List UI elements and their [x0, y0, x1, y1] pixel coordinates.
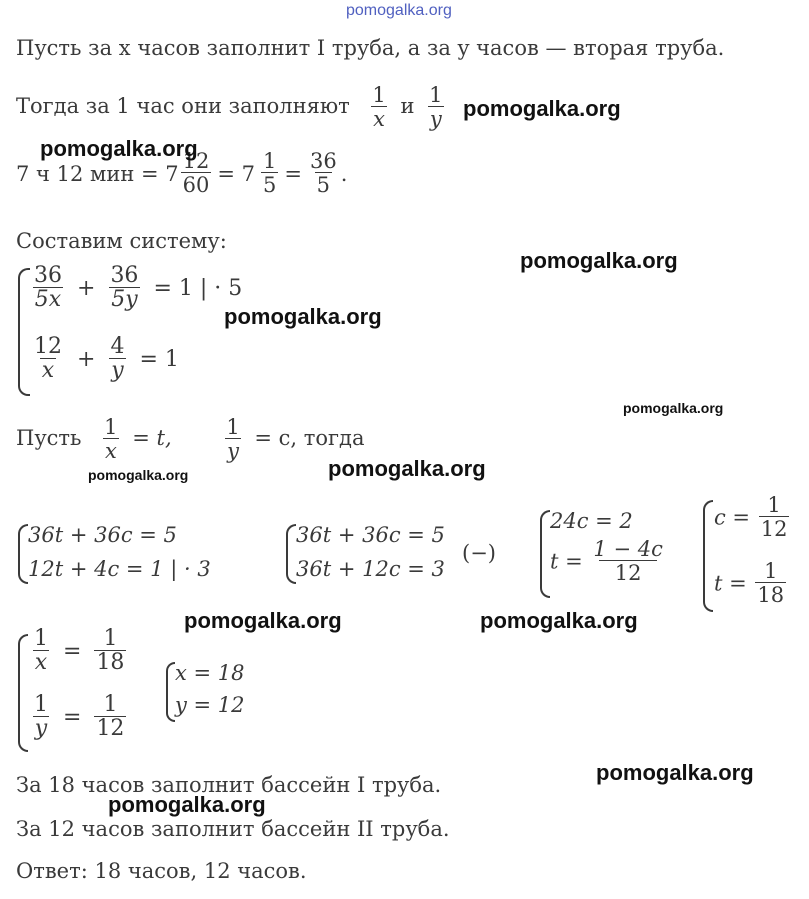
denominator: 60 [182, 173, 210, 197]
fraction-36-5x [32, 265, 64, 312]
let-lead: Пусть [16, 426, 82, 450]
denominator: y [111, 358, 124, 383]
denominator: y [429, 107, 442, 131]
denominator: 18 [757, 583, 785, 607]
denominator: y [227, 439, 239, 463]
system-brace [18, 634, 28, 752]
denominator: 12 [599, 560, 658, 585]
watermark: pomogalka.org [108, 792, 266, 817]
system5-row1 [714, 494, 791, 541]
numerator: 36 [110, 263, 139, 288]
numerator: 12 [182, 149, 210, 173]
denominator: x [41, 358, 55, 383]
system4-row2 [550, 538, 667, 585]
denominator: x [104, 439, 117, 463]
fraction-1-18 [755, 560, 786, 607]
numerator: 12 [34, 334, 62, 359]
fraction-4-y [108, 336, 126, 383]
system-brace [540, 510, 550, 598]
numerator: 36 [310, 149, 337, 173]
denominator: 5 [316, 173, 331, 197]
numerator: 4 [110, 334, 125, 359]
numerator: 1 [103, 692, 118, 717]
watermark: pomogalka.org [224, 304, 382, 329]
numerator: 1 − 4c [593, 537, 663, 561]
watermark: pomogalka.org [88, 467, 189, 483]
numerator: 1 [372, 83, 386, 107]
row-tail: = 1 [139, 346, 179, 372]
fraction-1-4c-12 [591, 538, 664, 585]
denominator: x [34, 650, 48, 675]
numerator: 1 [103, 626, 118, 651]
system-brace [18, 524, 28, 584]
system3-row1: 36t + 36c = 5 [296, 523, 445, 547]
system1-row1 [30, 265, 242, 312]
equals-c: = c, тогда [254, 426, 365, 450]
fraction-12-x [32, 336, 64, 383]
watermark: pomogalka.org [40, 136, 198, 161]
compose-heading: Составим систему: [16, 229, 227, 253]
system7-row2: y = 12 [175, 693, 245, 717]
watermark: pomogalka.org [596, 760, 754, 785]
numerator: 1 [34, 626, 48, 651]
watermark: pomogalka.org [520, 248, 678, 273]
plus-sign: + [77, 275, 96, 301]
fraction-1-over-y [427, 84, 444, 131]
subtract-op: (−) [462, 541, 496, 565]
watermark: pomogalka.org [184, 608, 342, 633]
result-pipe-1: За 18 часов заполнит бассейн I труба. [16, 773, 442, 797]
watermark: pomogalka.org [463, 96, 621, 121]
equals-t: = t, [132, 426, 172, 450]
conv-eq2: = [284, 161, 302, 186]
denominator: x [373, 107, 386, 131]
fraction-1-over-x [32, 628, 50, 675]
numerator: 36 [34, 263, 62, 288]
numerator: 1 [429, 83, 443, 107]
system5-row2 [714, 560, 788, 607]
denominator: 5 [263, 173, 277, 197]
conv-lead: 7 ч 12 мин = 7 [16, 161, 179, 186]
watermark: pomogalka.org [480, 608, 638, 633]
fraction-1-5 [261, 150, 278, 197]
row-lead: c = [714, 505, 751, 530]
fraction-1-18 [94, 628, 126, 675]
plus-sign: + [77, 346, 96, 372]
intro-line: Пусть за x часов заполнит I труба, а за y часов — вторая труба. [16, 36, 725, 60]
fraction-1-over-x [370, 84, 387, 131]
denominator: 5x [34, 287, 62, 312]
system-brace [166, 662, 175, 722]
fraction-1-over-y [32, 694, 50, 741]
system-brace [18, 268, 30, 396]
system7-row1: x = 18 [175, 661, 245, 685]
rate-line [16, 84, 447, 131]
system2-row1: 36t + 36c = 5 [28, 523, 177, 547]
denominator: 12 [96, 716, 125, 741]
top-watermark: pomogalka.org [346, 2, 452, 19]
substitution-line [16, 416, 364, 463]
row-lead: t = [714, 571, 747, 596]
system6-row2 [30, 694, 128, 741]
numerator: 1 [263, 149, 277, 173]
numerator: 1 [764, 559, 778, 583]
system1-row2 [30, 336, 179, 383]
watermark: pomogalka.org [328, 456, 486, 481]
system3-row2: 36t + 12c = 3 [296, 557, 445, 581]
row-tail: = 1 | · 5 [153, 275, 243, 301]
conv-dot: . [340, 161, 348, 186]
denominator: y [34, 716, 48, 741]
fraction-1-over-y [224, 416, 241, 463]
result-pipe-2: За 12 часов заполнит бассейн II труба. [16, 817, 450, 841]
equals-sign: = [63, 638, 82, 664]
rate-text: Тогда за 1 час они заполняют [16, 94, 350, 118]
denominator: 18 [96, 650, 125, 675]
numerator: 1 [226, 415, 240, 439]
fraction-1-over-x [102, 416, 119, 463]
fraction-1-12 [94, 694, 126, 741]
system-brace [703, 500, 713, 612]
equals-sign: = [63, 704, 82, 730]
numerator: 1 [34, 692, 48, 717]
watermark: pomogalka.org [623, 400, 724, 416]
system4-row1: 24c = 2 [550, 509, 633, 533]
denominator: 12 [760, 517, 788, 541]
system-brace [286, 524, 296, 584]
answer-line: Ответ: 18 часов, 12 часов. [16, 859, 307, 883]
fraction-1-12 [759, 494, 790, 541]
and-word: и [400, 94, 415, 118]
conv-eq1: = 7 [217, 161, 256, 186]
numerator: 1 [104, 415, 118, 439]
fraction-36-5y [108, 265, 140, 312]
system6-row1 [30, 628, 128, 675]
system2-row2: 12t + 4c = 1 | · 3 [28, 557, 211, 581]
denominator: 5y [111, 287, 138, 312]
fraction-36-5 [308, 150, 339, 197]
numerator: 1 [767, 493, 781, 517]
row-lead: t = [550, 549, 583, 574]
